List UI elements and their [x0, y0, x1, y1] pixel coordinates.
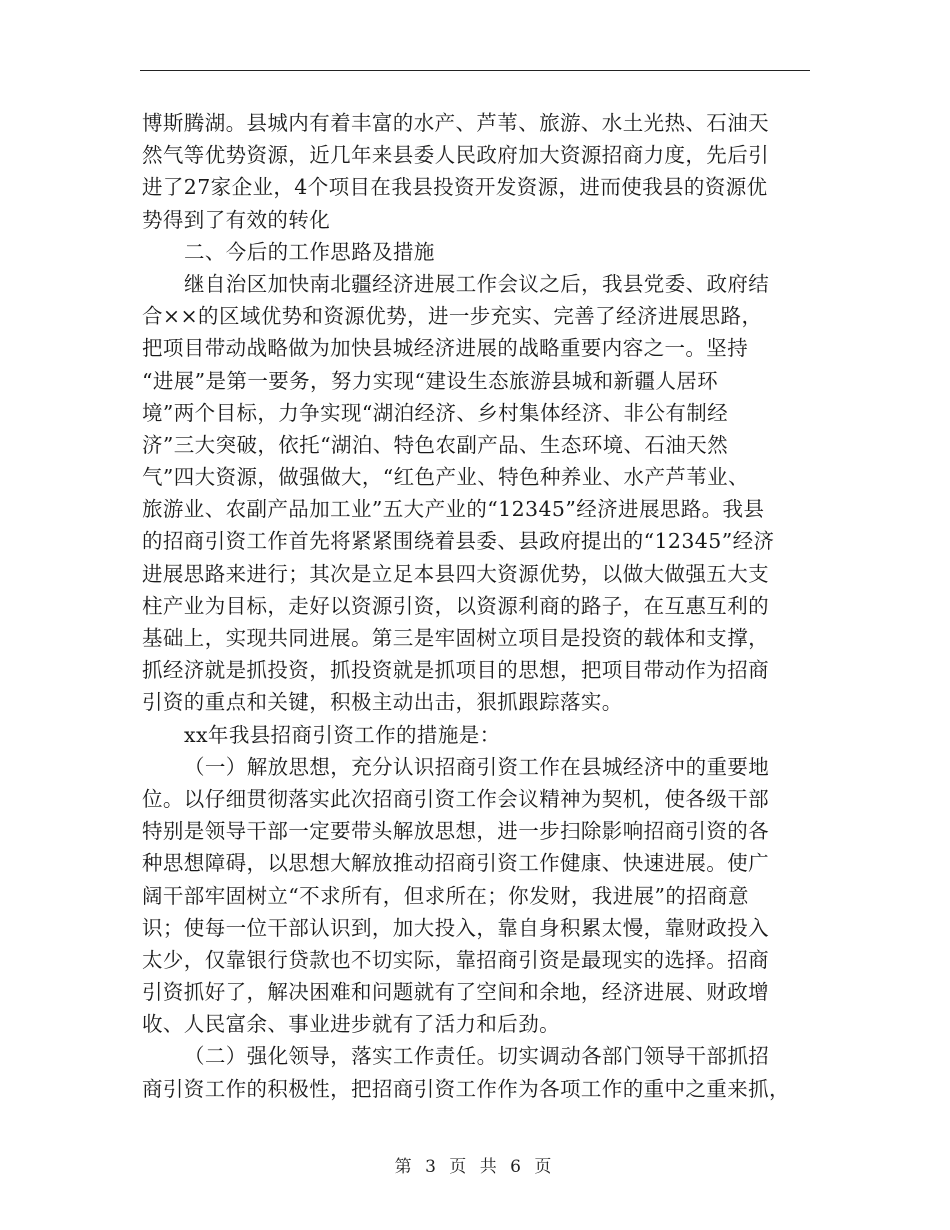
text-line: 太少，仅靠银行贷款也不切实际，靠招商引资是最现实的选择。招商 [142, 947, 769, 972]
text-line: 势得到了有效的转化 [142, 207, 331, 232]
text-line: 收、人民富余、事业进步就有了活力和后劲。 [142, 1012, 560, 1037]
text-line: 然气等优势资源，近几年来县委人民政府加大资源招商力度，先后引 [142, 143, 769, 168]
text-line: 种思想障碍，以思想大解放推动招商引资工作健康、快速进展。使广 [142, 851, 769, 876]
text-line: 境”两个目标，力争实现“湖泊经济、乡村集体经济、非公有制经 [142, 400, 729, 425]
text-line: 进了27家企业，4个项目在我县投资开发资源，进而使我县的资源优 [142, 175, 768, 200]
text-line: 引资抓好了，解决困难和问题就有了空间和余地，经济进展、财政增 [142, 980, 769, 1005]
text-line: 识；使每一位干部认识到，加大投入，靠自身积累太慢，靠财政投入 [142, 915, 769, 940]
text-line: 进展思路来进行；其次是立足本县四大资源优势，以做大做强五大支 [142, 561, 769, 586]
text-line: 继自治区加快南北疆经济进展工作会议之后，我县党委、政府结 [184, 271, 770, 296]
text-line: 济”三大突破，依托“湖泊、特色农副产品、生态环境、石油天然 [142, 432, 729, 457]
text-line: 气”四大资源，做强做大，“红色产业、特色种养业、水产芦苇业、 [142, 465, 749, 490]
text-line: 旅游业、农副产品加工业”五大产业的“12345”经济进展思路。我县 [142, 497, 765, 522]
text-line: 阔干部牢固树立“不求所有，但求所在；你发财，我进展”的招商意 [142, 883, 749, 908]
section-heading: 二、今后的工作思路及措施 [184, 239, 435, 264]
text-line: 的招商引资工作首先将紧紧围绕着县委、县政府提出的“12345”经济 [142, 529, 775, 554]
text-line: 合××的区域优势和资源优势，进一步充实、完善了经济进展思路， [142, 304, 763, 329]
header-rule [140, 70, 810, 71]
text-line: （二）强化领导，落实工作责任。切实调动各部门领导干部抓招 [184, 1044, 770, 1069]
document-body [142, 107, 810, 1105]
text-line: xx年我县招商引资工作的措施是： [184, 722, 501, 747]
text-line: 商引资工作的积极性，把招商引资工作作为各项工作的重中之重来抓， [142, 1076, 790, 1101]
text-line: 引资的重点和关键，积极主动出击，狠抓跟踪落实。 [142, 690, 623, 715]
text-line: “进展”是第一要务，努力实现“建设生态旅游县城和新疆人居环 [142, 368, 719, 393]
text-line: 把项目带动战略做为加快县城经济进展的战略重要内容之一。坚持 [142, 336, 749, 361]
text-line: 特别是领导干部一定要带头解放思想，进一步扫除影响招商引资的各 [142, 819, 769, 844]
text-line: 抓经济就是抓投资，抓投资就是抓项目的思想，把项目带动作为招商 [142, 658, 769, 683]
text-line: 位。以仔细贯彻落实此次招商引资工作会议精神为契机，使各级干部 [142, 786, 769, 811]
text-line: 博斯腾湖。县城内有着丰富的水产、芦苇、旅游、水土光热、石油天 [142, 111, 769, 135]
text-line: 基础上，实现共同进展。第三是牢固树立项目是投资的载体和支撑， [142, 626, 769, 650]
page-number: 第 3 页 共 6 页 [394, 1157, 556, 1177]
text-line: 柱产业为目标，走好以资源引资，以资源利商的路子，在互惠互利的 [142, 593, 769, 618]
text-line: （一）解放思想，充分认识招商引资工作在县城经济中的重要地 [184, 754, 770, 779]
